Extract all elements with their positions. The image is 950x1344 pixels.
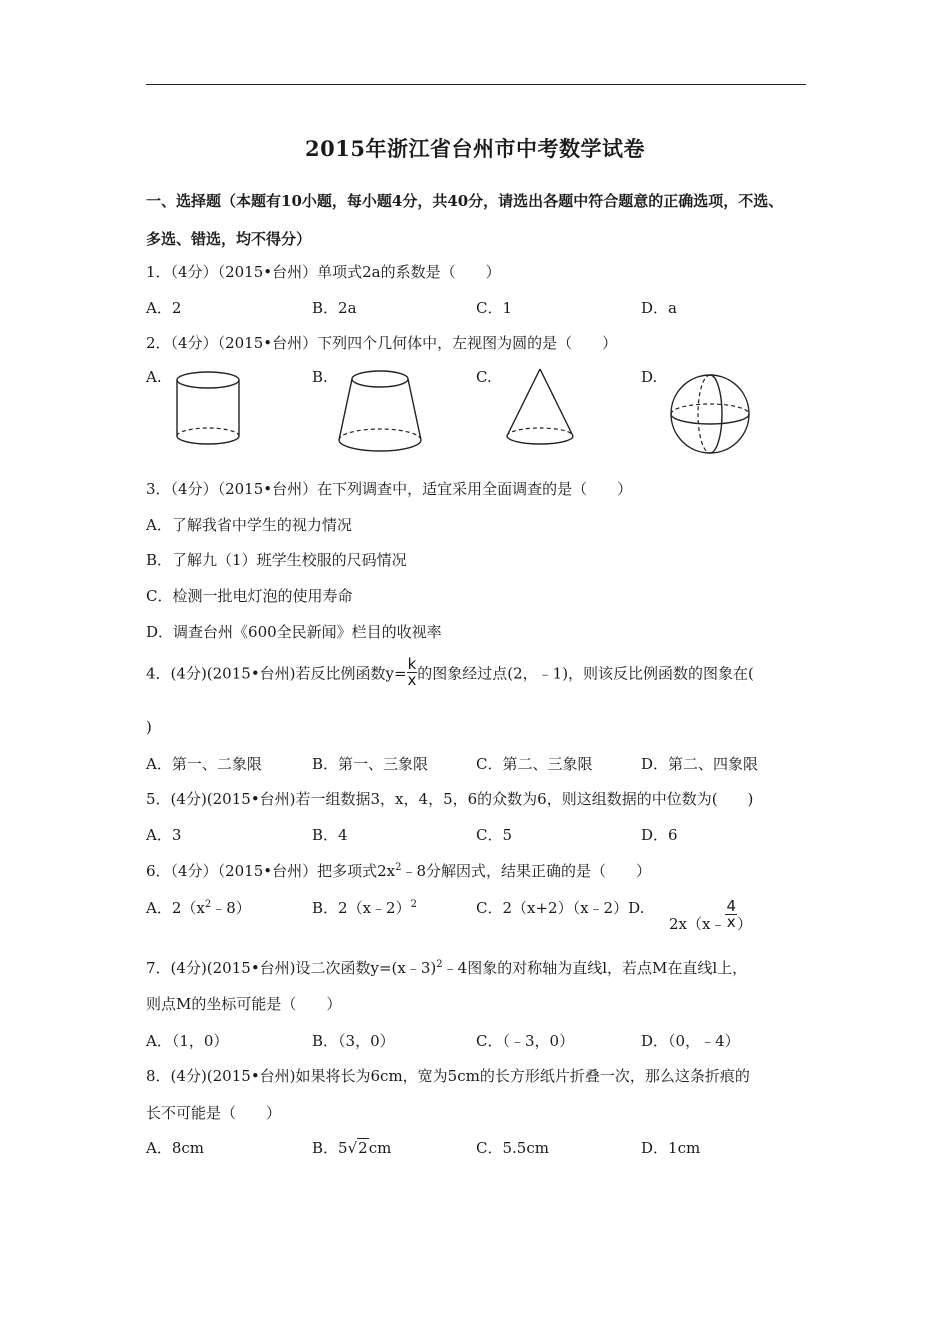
q6-option-d-pre: 2x（x﹣ [669, 914, 726, 933]
cone-icon [502, 364, 578, 450]
q3-option-a: A．了解我省中学生的视力情况 [146, 516, 352, 534]
question-1: 1．（4分）（2015•台州）单项式2a的系数是（ ） [146, 263, 501, 281]
q2-option-c: C. [476, 368, 492, 386]
q4-option-d: D．第二、四象限 [641, 755, 759, 773]
sphere-icon [666, 370, 754, 458]
q2-option-b: B. [312, 368, 328, 386]
frustum-icon [334, 366, 426, 460]
cylinder-icon [172, 368, 244, 450]
q8-option-c: C．5.5cm [476, 1139, 549, 1157]
page-title: 2015年浙江省台州市中考数学试卷 [305, 136, 645, 161]
q5-option-a: A．3 [146, 826, 182, 844]
question-3: 3．（4分）（2015•台州）在下列调查中，适宜采用全面调查的是（ ） [146, 480, 633, 498]
q6-option-a-post: ﹣8） [211, 899, 251, 917]
q7-line1-pre: 7．(4分)(2015•台州)设二次函数y=(x﹣3) [146, 959, 437, 977]
question-6 [146, 860, 651, 881]
sqrt-icon: √2 [347, 1139, 368, 1157]
q8-option-b [312, 1137, 391, 1158]
q8-option-b-post: cm [368, 1139, 392, 1157]
q7-option-b: B．（3，0） [312, 1032, 395, 1050]
q7-option-c: C．（﹣3，0） [476, 1032, 575, 1050]
q1-option-a: A．2 [146, 299, 182, 317]
question-4 [146, 655, 754, 690]
q6-text-post: ﹣8分解因式，结果正确的是（ ） [401, 862, 652, 880]
q4-option-a: A．第一、二象限 [146, 755, 262, 773]
q1-option-b: B．2a [312, 299, 357, 317]
q4-text-post: 的图象经过点(2，﹣1)，则该反比例函数的图象在( [417, 664, 754, 683]
q6-option-d-frac [725, 899, 737, 930]
q6-option-d-den: x [726, 913, 736, 931]
question-8-line2: 长不可能是（ ） [146, 1104, 282, 1122]
question-2: 2．（4分）（2015•台州）下列四个几何体中，左视图为圆的是（ ） [146, 334, 618, 352]
q8-option-b-radicand: 2 [358, 1139, 368, 1157]
q6-option-d [669, 897, 753, 933]
q6-option-c: C．2（x+2）（x﹣2）D. [476, 899, 645, 917]
q4-fraction [407, 657, 418, 688]
q8-option-a: A．8cm [146, 1139, 205, 1157]
q7-line1-post: ﹣4图象的对称轴为直线l，若点M在直线l上， [442, 959, 748, 977]
section-heading-line1: 一、选择题（本题有10小题，每小题4分，共40分，请选出各题中符合题意的正确选项，不选、 [146, 192, 784, 210]
q5-option-c: C．5 [476, 826, 513, 844]
q6-option-d-post: ） [737, 914, 753, 933]
q6-option-d-num: 4 [726, 897, 737, 915]
q3-option-c: C．检测一批电灯泡的使用寿命 [146, 587, 353, 605]
q4-frac-den: x [407, 671, 417, 689]
q4-text-pre: 4．(4分)(2015•台州)若反比例函数y= [146, 664, 407, 683]
q4-option-b: B．第一、三象限 [312, 755, 429, 773]
q8-option-b-pre: B．5 [312, 1139, 348, 1157]
q3-option-b: B．了解九（1）班学生校服的尺码情况 [146, 551, 407, 569]
question-7-line2: 则点M的坐标可能是（ ） [146, 995, 342, 1013]
q8-option-d: D．1cm [641, 1139, 701, 1157]
question-5: 5．(4分)(2015•台州)若一组数据3，x，4，5，6的众数为6，则这组数据的中位数为( ) [146, 790, 754, 808]
q2-option-d: D. [641, 368, 658, 386]
q1-option-d: D．a [641, 299, 677, 317]
q1-option-c: C．1 [476, 299, 513, 317]
header-rule [146, 84, 806, 85]
q6-text-pre: 6．（4分）（2015•台州）把多项式2x [146, 862, 396, 880]
q6-option-b [312, 897, 417, 918]
q7-option-d: D．（0，﹣4） [641, 1032, 740, 1050]
question-7 [146, 957, 747, 978]
q5-option-d: D．6 [641, 826, 678, 844]
q6-option-b-sup: 2 [410, 899, 417, 910]
q2-option-a: A. [146, 368, 162, 386]
q4-option-c: C．第二、三象限 [476, 755, 593, 773]
question-8: 8．(4分)(2015•台州)如果将长为6cm，宽为5cm的长方形纸片折叠一次，那么这条折痕的 [146, 1067, 750, 1085]
section-heading-line2: 多选、错选，均不得分） [146, 230, 312, 248]
q4-frac-num: k [407, 655, 417, 673]
q7-exponent: 2 [436, 959, 443, 970]
q3-option-d: D．调查台州《600全民新闻》栏目的收视率 [146, 623, 442, 641]
q6-option-a-pre: A．2（x [146, 899, 205, 917]
q5-option-b: B．4 [312, 826, 348, 844]
q6-exponent: 2 [395, 862, 402, 873]
q6-option-a-sup: 2 [204, 899, 212, 910]
q7-option-a: A．（1，0） [146, 1032, 229, 1050]
question-4-line2: ) [146, 718, 152, 736]
q6-option-b-pre: B．2（x﹣2） [312, 899, 411, 917]
q6-option-a [146, 897, 251, 918]
